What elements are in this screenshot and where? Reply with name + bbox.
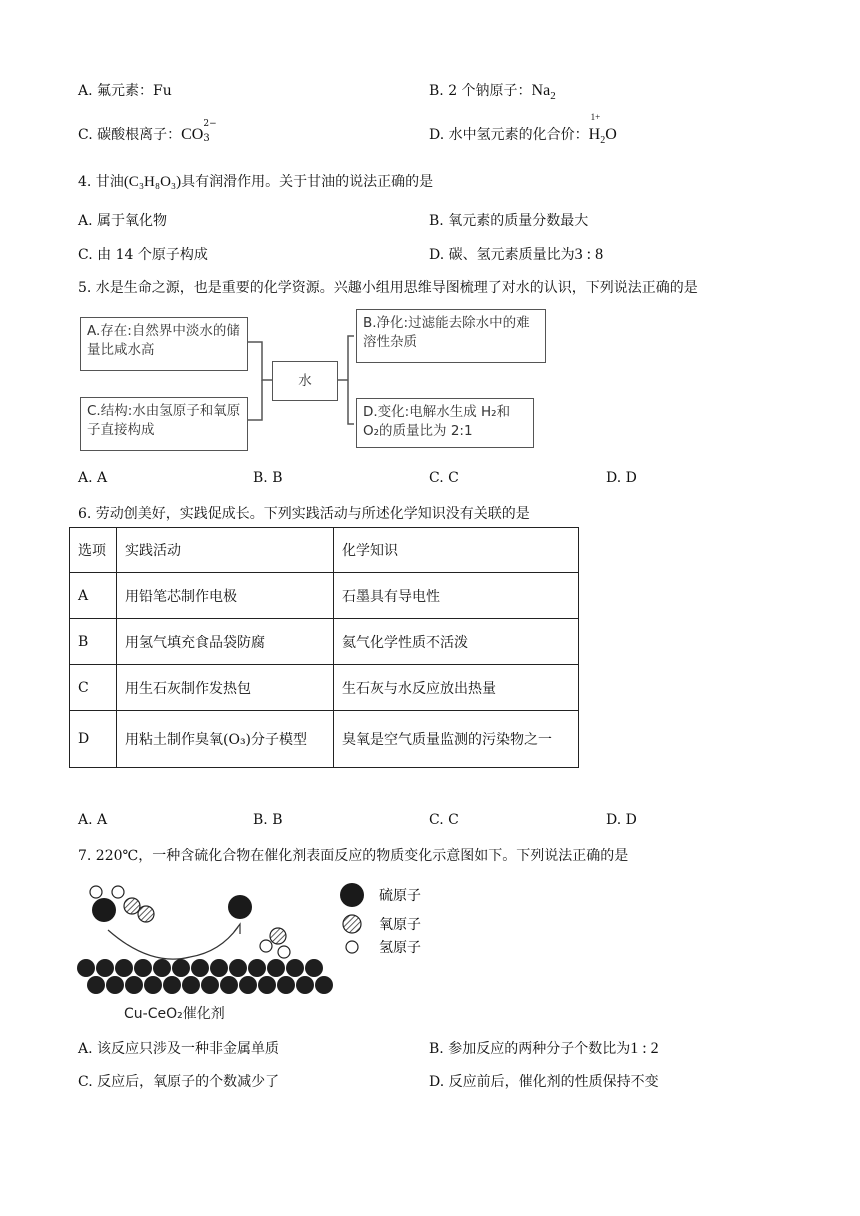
- table-cell: 用粘土制作臭氧(O₃)分子模型: [117, 711, 334, 768]
- table-cell: 用铅笔芯制作电极: [117, 573, 334, 619]
- q5-center-water: 水: [272, 361, 338, 401]
- q3-option-d-valence: 1+: [590, 112, 601, 122]
- q6-stem: 6. 劳动创美好，实践促成长。下列实践活动与所述化学知识没有关联的是: [78, 506, 530, 522]
- q5-box-c: C.结构:水由氢原子和氧原子直接构成: [80, 397, 248, 451]
- hydrogen-atom: [90, 886, 102, 898]
- oxygen-atom: [138, 906, 154, 922]
- q5-box-d: D.变化:电解水生成 H₂和 O₂的质量比为 2:1: [356, 398, 534, 448]
- sulfur-atom: [228, 895, 252, 919]
- catalyst-surface: [77, 959, 333, 994]
- table-row: [70, 619, 579, 665]
- reaction-arrow-out: [190, 927, 238, 957]
- legend-hydrogen-label: 氢原子: [379, 940, 421, 956]
- q3-option-c-formula: CO: [181, 126, 204, 143]
- sulfur-atom: [92, 898, 116, 922]
- q5-answer-b: B. B: [253, 470, 283, 486]
- q7-option-c: C. 反应后，氧原子的个数减少了: [78, 1074, 280, 1090]
- q4-stem-suffix: 具有润滑作用。关于甘油的说法正确的是: [181, 174, 434, 190]
- table-header-cell: 化学知识: [334, 528, 579, 573]
- q6-answer-c: C. C: [429, 812, 459, 828]
- q7-option-d: D. 反应前后，催化剂的性质保持不变: [429, 1074, 659, 1090]
- table-header-cell: 选项: [70, 528, 117, 573]
- table-cell: 臭氧是空气质量监测的污染物之一: [334, 711, 579, 768]
- catalyst-label: Cu-CeO₂催化剂: [124, 1006, 225, 1022]
- q3-option-d-subscript: 2: [600, 134, 606, 146]
- table-cell: A: [70, 573, 117, 619]
- table-cell: B: [70, 619, 117, 665]
- table-cell: 用氢气填充食品袋防腐: [117, 619, 334, 665]
- q6-answer-a: A. A: [78, 812, 108, 828]
- q5-answer-c: C. C: [429, 470, 459, 486]
- q7-stem: 7. 220℃，一种含硫化合物在催化剂表面反应的物质变化示意图如下。下列说法正确的是: [78, 848, 629, 864]
- table-row: [70, 665, 579, 711]
- q7-option-b-prefix: B. 参加反应的两种分子个数比为: [429, 1041, 631, 1057]
- q3-option-c-subscript: 3: [203, 133, 210, 144]
- q5-box-b: B.净化:过滤能去除水中的难溶性杂质: [356, 309, 546, 363]
- legend-hydrogen-icon: [346, 941, 358, 953]
- q3-option-d-h: H: [588, 126, 601, 143]
- q4-stem-prefix: 4. 甘油: [78, 174, 124, 190]
- q4-stem-formula: (C₃H₈O₃): [123, 174, 182, 190]
- table-cell: 生石灰与水反应放出热量: [334, 665, 579, 711]
- table-header-cell: 实践活动: [117, 528, 334, 573]
- oxygen-atom: [124, 898, 140, 914]
- table-row: [70, 711, 579, 768]
- table-cell: 氦气化学性质不活泼: [334, 619, 579, 665]
- q5-answer-a: A. A: [78, 470, 108, 486]
- hydrogen-atom: [260, 940, 272, 952]
- hydrogen-atom: [112, 886, 124, 898]
- q3-option-c-prefix: C. 碳酸根离子：: [78, 127, 182, 143]
- legend-sulfur-icon: [340, 883, 364, 907]
- q4-option-d-prefix: D. 碳、氢元素质量比为: [429, 247, 575, 263]
- q4-option-d-ratio: 3 : 8: [574, 246, 604, 263]
- table-row: [70, 573, 579, 619]
- hydrogen-atom: [278, 946, 290, 958]
- q3-option-a: A. 氟元素：Fu: [78, 83, 172, 99]
- q3-option-d-prefix: D. 水中氢元素的化合价：: [429, 127, 589, 143]
- q7-option-b-ratio: 1 : 2: [630, 1040, 659, 1057]
- q3-option-b-subscript: 2: [550, 89, 556, 102]
- q7-option-a: A. 该反应只涉及一种非金属单质: [78, 1041, 280, 1057]
- q6-table: [69, 527, 579, 768]
- table-cell: 石墨具有导电性: [334, 573, 579, 619]
- legend-oxygen-label: 氧原子: [379, 917, 421, 933]
- reaction-arrow-in: [108, 930, 190, 959]
- q3-option-c-charge: 2−: [203, 119, 217, 129]
- q6-answer-b: B. B: [253, 812, 283, 828]
- q6-answer-d: D. D: [606, 812, 637, 828]
- table-cell: C: [70, 665, 117, 711]
- q3-option-b-prefix: B. 2 个钠原子：: [429, 83, 532, 99]
- q7-option-b: [429, 1038, 659, 1058]
- q3-option-d-o: O: [605, 126, 617, 143]
- q4-option-a: A. 属于氧化物: [78, 213, 168, 229]
- q4-option-c: C. 由 14 个原子构成: [78, 247, 208, 263]
- q5-box-a: A.存在:自然界中淡水的储量比咸水高: [80, 317, 248, 371]
- q5-answer-d: D. D: [606, 470, 637, 486]
- table-header-row: [70, 528, 579, 573]
- table-cell: D: [70, 711, 117, 768]
- legend-oxygen-icon: [343, 915, 361, 933]
- oxygen-atom: [270, 928, 286, 944]
- q5-stem: 5. 水是生命之源，也是重要的化学资源。兴趣小组用思维导图梳理了对水的认识，下列说法正确的是: [78, 280, 698, 296]
- legend-sulfur-label: 硫原子: [379, 888, 421, 904]
- table-cell: 用生石灰制作发热包: [117, 665, 334, 711]
- q3-option-b-formula: Na: [531, 82, 551, 99]
- q4-option-b: B. 氧元素的质量分数最大: [429, 213, 589, 229]
- q7-reaction-diagram: [70, 872, 450, 1022]
